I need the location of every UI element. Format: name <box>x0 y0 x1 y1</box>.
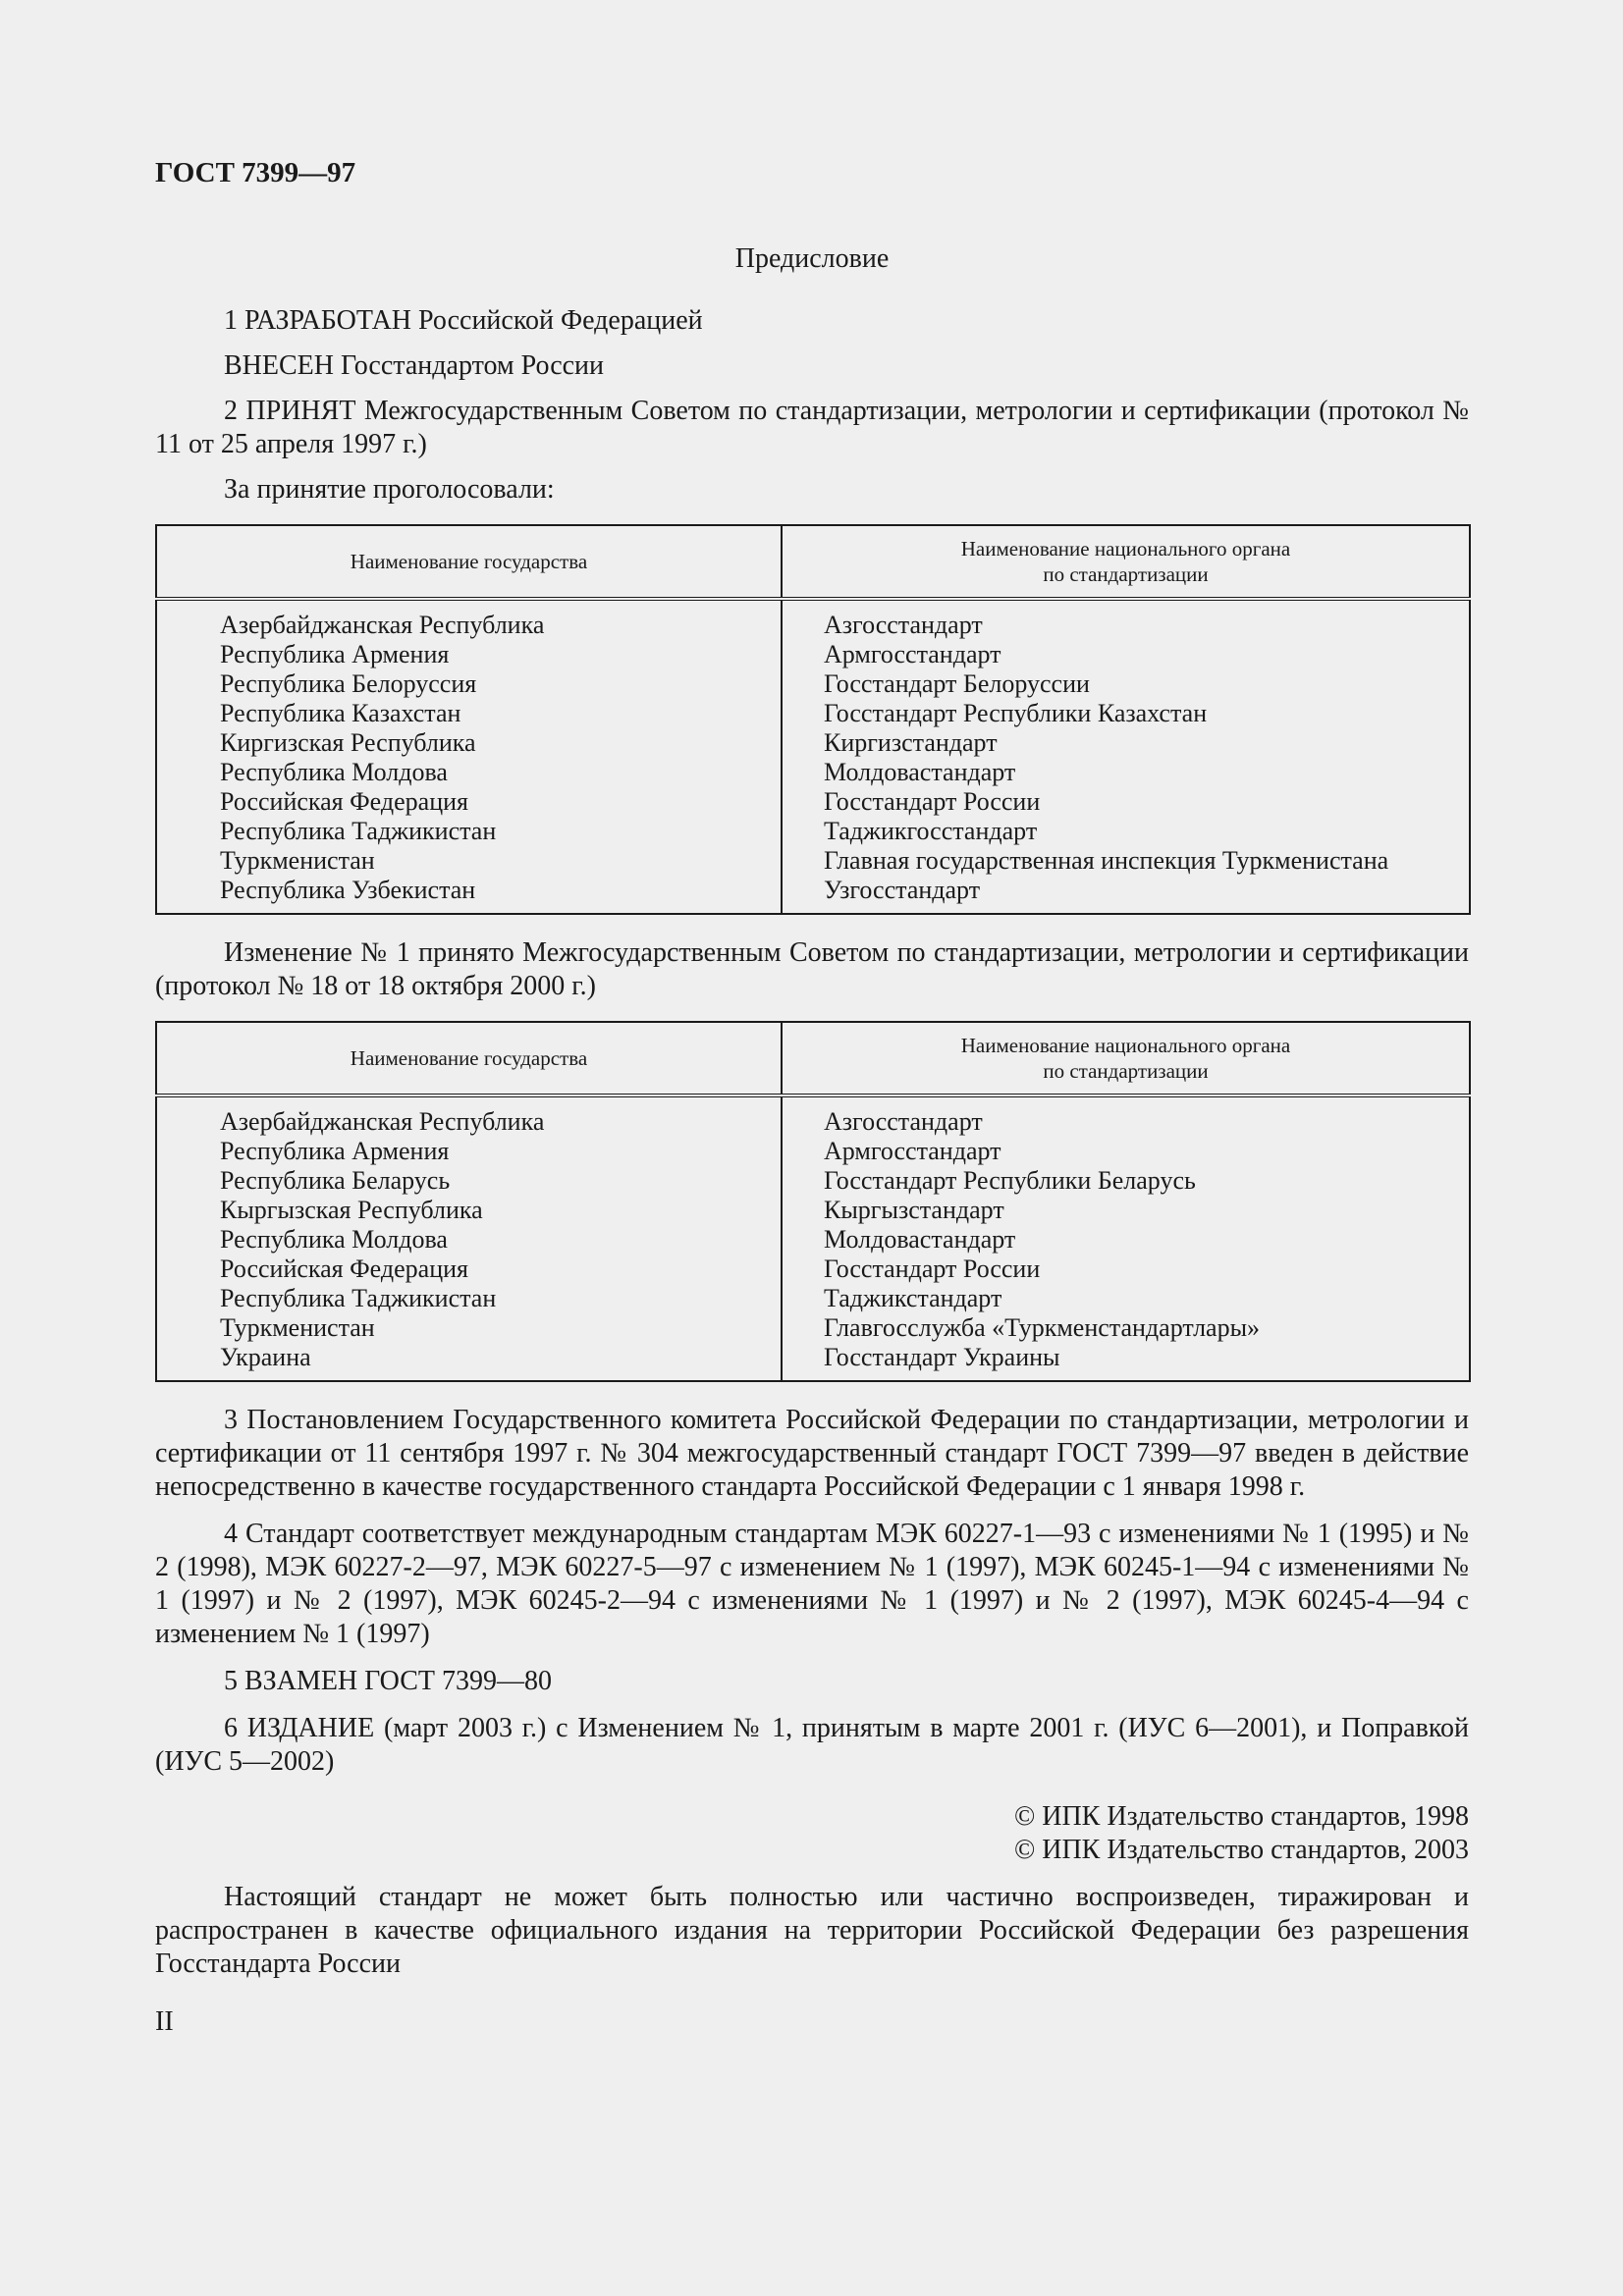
table-cell: Госстандарт Белоруссии <box>824 669 1090 698</box>
paragraph-reproduction-notice: Настоящий стандарт не может быть полностью или частично воспроизведен, тиражирован и распространен в качестве официального издания на территории Российской Федерации без разрешения Госстандарта России <box>155 1882 1469 1979</box>
table2-states-column <box>156 1095 782 1381</box>
paragraph-resolution: 3 Постановлением Государственного комитета Российской Федерации по стандартизации, метрологии и сертификации от 11 сентября 1997 г. № 304 межгосударственный стандарт ГОСТ 7399—97 введен в действие непосредственно в качестве государственного стандарта Российской Федерации с 1 января 1998 г. <box>155 1405 1469 1502</box>
table1-header-state: Наименование государства <box>156 525 782 599</box>
table-cell: Туркменистан <box>220 1313 375 1342</box>
table-cell: Киргизская Республика <box>220 728 476 757</box>
table-cell: Кыргызская Республика <box>220 1196 483 1224</box>
table-cell: Республика Узбекистан <box>220 876 476 904</box>
table2-header-state: Наименование государства <box>156 1022 782 1095</box>
table-cell: Таджикстандарт <box>824 1284 1002 1312</box>
page-number: II <box>155 2006 174 2037</box>
table-cell: Госстандарт России <box>824 787 1041 816</box>
table-cell: Республика Таджикистан <box>220 1284 497 1312</box>
table-cell: Азгосстандарт <box>824 611 983 639</box>
table-cell: Армгосстандарт <box>824 1137 1001 1165</box>
table-cell: Украина <box>220 1343 311 1371</box>
paragraph-compliance: 4 Стандарт соответствует международным стандартам МЭК 60227-1—93 с изменениями № 1 (1995) и № 2 (1998), МЭК 60227-2—97, МЭК 60227-5—97 с изменением № 1 (1997), МЭК 60245-1—94 с изменениями № 1 (1997) и № 2 (1997), МЭК 60245-2—94 с изменениями № 1 (1997) и № 2 (1997), МЭК 60245-4—94 с изменением № 1 (1997) <box>155 1519 1469 1649</box>
section-title: Предисловие <box>734 243 890 274</box>
table1-states-column <box>156 599 782 914</box>
copyright-block <box>155 1800 1469 1867</box>
table-cell: Республика Армения <box>220 1137 450 1165</box>
table-cell: Армгосстандарт <box>824 640 1001 668</box>
voting-table-1 <box>155 524 1471 915</box>
table-cell: Республика Белоруссия <box>220 669 477 698</box>
table-cell: Азербайджанская Республика <box>220 1107 545 1136</box>
paragraph-introduced: ВНЕСЕН Госстандартом России <box>224 350 605 381</box>
table-cell: Узгосстандарт <box>824 876 981 904</box>
table-cell: Республика Казахстан <box>220 699 461 727</box>
table-cell: Республика Молдова <box>220 1225 448 1254</box>
table-cell: Госстандарт Республики Беларусь <box>824 1166 1196 1195</box>
table-cell: Республика Молдова <box>220 758 448 786</box>
table-cell: Госстандарт Украины <box>824 1343 1060 1371</box>
table-cell: Таджикгосстандарт <box>824 817 1038 845</box>
document-page <box>155 157 1469 2038</box>
table-cell: Госстандарт Республики Казахстан <box>824 699 1208 727</box>
table1-bodies-column <box>782 599 1470 914</box>
table-cell: Туркменистан <box>220 846 375 875</box>
table-cell: Республика Армения <box>220 640 450 668</box>
table-cell: Азербайджанская Республика <box>220 611 545 639</box>
table-cell: Молдовастандарт <box>824 1225 1016 1254</box>
table-cell: Азгосстандарт <box>824 1107 983 1136</box>
table-cell: Киргизстандарт <box>824 728 998 757</box>
copyright-line: © ИПК Издательство стандартов, 1998 <box>1013 1801 1469 1832</box>
table2-header-body: Наименование национального органа по стандартизации <box>782 1022 1470 1095</box>
table-cell: Республика Беларусь <box>220 1166 451 1195</box>
table-cell: Главная государственная инспекция Туркменистана <box>824 846 1389 875</box>
paragraph-amendment: Изменение № 1 принято Межгосударственным Советом по стандартизации, метрологии и сертификации (протокол № 18 от 18 октября 2000 г.) <box>155 937 1469 1001</box>
paragraph-adopted: 2 ПРИНЯТ Межгосударственным Советом по стандартизации, метрологии и сертификации (протокол № 11 от 25 апреля 1997 г.) <box>155 396 1469 459</box>
paragraph-voted: За принятие проголосовали: <box>224 474 555 505</box>
table2-bodies-column <box>782 1095 1470 1381</box>
table-cell: Российская Федерация <box>220 787 468 816</box>
table1-header-body: Наименование национального органа по стандартизации <box>782 525 1470 599</box>
table-cell: Республика Таджикистан <box>220 817 497 845</box>
table-cell: Госстандарт России <box>824 1255 1041 1283</box>
copyright-line: © ИПК Издательство стандартов, 2003 <box>1013 1835 1469 1865</box>
table-cell: Молдовастандарт <box>824 758 1016 786</box>
paragraph-edition: 6 ИЗДАНИЕ (март 2003 г.) с Изменением № 1, принятым в марте 2001 г. (ИУС 6—2001), и Поправкой (ИУС 5—2002) <box>155 1713 1469 1777</box>
voting-table-2 <box>155 1021 1471 1382</box>
table-cell: Главгосслужба «Туркменстандартлары» <box>824 1313 1261 1342</box>
paragraph-developed: 1 РАЗРАБОТАН Российской Федерацией <box>224 305 703 336</box>
table-cell: Кыргызстандарт <box>824 1196 1004 1224</box>
document-code: ГОСТ 7399—97 <box>155 157 356 188</box>
paragraph-replaces: 5 ВЗАМЕН ГОСТ 7399—80 <box>224 1666 552 1696</box>
table-cell: Российская Федерация <box>220 1255 468 1283</box>
